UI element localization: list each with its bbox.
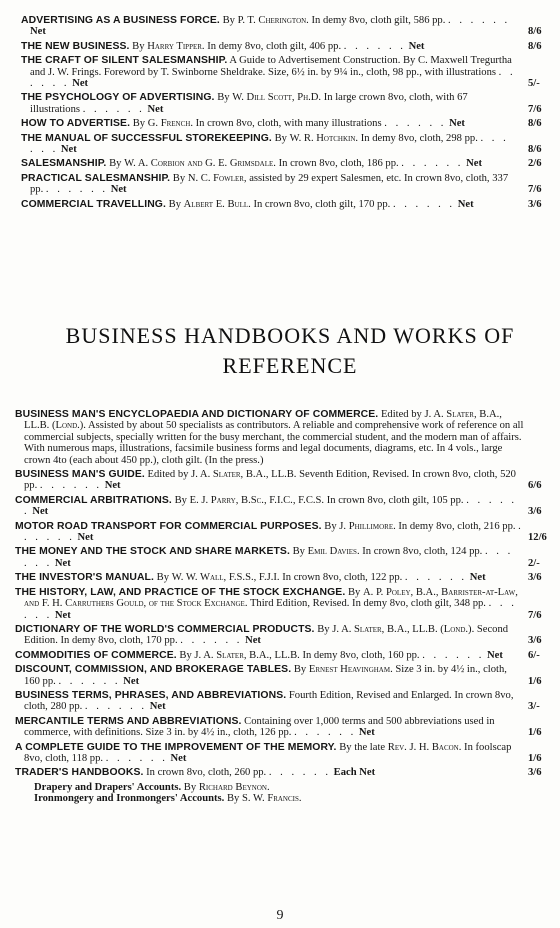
net-label: Net bbox=[457, 198, 474, 210]
by-label: By bbox=[324, 520, 337, 532]
leader-dots: . . . . . . bbox=[422, 649, 485, 661]
net-label: Net bbox=[30, 26, 46, 38]
book-author: J. Phillimore. bbox=[339, 520, 396, 532]
leader-dots: . . . . . . bbox=[82, 103, 145, 115]
by-label: By bbox=[132, 40, 145, 52]
book-title: BUSINESS MAN'S GUIDE. bbox=[15, 469, 145, 481]
leader-dots: . . . . . . bbox=[24, 546, 514, 569]
leader-dots: . . . . . . bbox=[45, 184, 109, 196]
book-price: 5/- bbox=[528, 78, 540, 90]
book-description: In crown 8vo, cloth gilt, 105 pp. bbox=[326, 494, 464, 506]
book-entry bbox=[0, 409, 560, 466]
net-label: Net bbox=[123, 675, 140, 687]
book-title: PRACTICAL SALESMANSHIP. bbox=[21, 172, 171, 184]
net-label: Net bbox=[110, 184, 127, 196]
book-description: In crown 8vo, cloth, 122 pp. bbox=[282, 572, 403, 584]
book-title: THE HISTORY, LAW, AND PRACTICE OF THE STOCK EXCHANGE. bbox=[15, 586, 346, 598]
book-author: Ernest Heavingham. bbox=[308, 664, 393, 676]
by-label: By bbox=[172, 172, 186, 184]
book-title: THE NEW BUSINESS. bbox=[21, 40, 130, 52]
book-title: THE CRAFT OF SILENT SALESMANSHIP. bbox=[21, 55, 228, 67]
book-author: A. P. Poley, B.A., Barrister-at-Law, and F. H. Carruthers Gould, of the Stock Exchange. bbox=[24, 586, 518, 610]
net-label: Net bbox=[54, 557, 71, 569]
leader-dots: . . . . . . bbox=[30, 132, 509, 156]
leader-dots: . . . . . . bbox=[180, 635, 243, 647]
net-label: Each Net bbox=[333, 767, 376, 779]
book-title: THE MONEY AND THE STOCK AND SHARE MARKETS. bbox=[15, 546, 290, 558]
net-label: Net bbox=[170, 752, 187, 764]
by-label: By bbox=[274, 132, 287, 144]
advertising-book-list bbox=[0, 15, 560, 213]
net-label: Net bbox=[60, 144, 77, 156]
book-entry bbox=[0, 521, 560, 544]
book-entry bbox=[0, 118, 560, 129]
book-author: Albert E. Bull. bbox=[183, 198, 251, 210]
page-number: 9 bbox=[276, 908, 284, 923]
by-label: By bbox=[174, 494, 187, 506]
sub-handbook-title: Ironmongery and Ironmongers' Accounts. bbox=[34, 793, 225, 805]
book-entry bbox=[0, 55, 560, 89]
book-entry bbox=[0, 546, 560, 569]
by-label: By bbox=[109, 158, 122, 170]
leader-dots: . . . . . . bbox=[24, 598, 517, 621]
book-author: J. A. Slater, B.A., LL.B. (Lond.). bbox=[332, 623, 475, 635]
book-description: Assisted by about 50 specialists as contributors. A reliable and comprehensive work of reference on all commercial subjects, specially written for the busy merchant, the commercial student, and the modern man of affairs. With numerous maps, illustrations, facsimile business forms and legal documents, diagrams, etc. In 4 vols., large crown 4to (each about 450 pp.), cloth gilt. (In the press.) bbox=[24, 420, 524, 466]
book-price: 2/- bbox=[528, 557, 540, 569]
sub-handbook-line bbox=[0, 793, 560, 804]
book-entry bbox=[0, 587, 560, 621]
book-description: Seventh Edition, Revised. In crown 8vo, cloth, 520 pp. bbox=[24, 469, 516, 492]
book-price: 1/6 bbox=[528, 727, 542, 739]
business-handbooks-list bbox=[0, 409, 560, 805]
leader-dots: . . . . . . bbox=[343, 40, 406, 52]
book-price: 7/6 bbox=[528, 609, 542, 621]
book-entry bbox=[0, 572, 560, 583]
leader-dots: . . . . . . bbox=[105, 752, 168, 764]
by-label: By bbox=[132, 118, 146, 130]
book-price: 3/- bbox=[528, 701, 540, 713]
by-label: By bbox=[156, 572, 170, 584]
book-description: In foolscap 8vo, cloth, 118 pp. bbox=[24, 741, 512, 764]
net-label: Net bbox=[149, 701, 166, 713]
by-label: By bbox=[217, 92, 230, 104]
net-label: Net bbox=[466, 158, 482, 170]
book-title: COMMERCIAL TRAVELLING. bbox=[21, 198, 166, 210]
book-author: Rev. J. H. Bacon. bbox=[387, 741, 462, 753]
by-label: By bbox=[317, 623, 330, 635]
net-label: Net bbox=[77, 532, 94, 544]
book-description: Size 3 in. by 4½ in., cloth, 160 pp. bbox=[24, 664, 507, 687]
leader-dots: . . . . . . bbox=[404, 572, 468, 584]
book-description: In crown 8vo, cloth gilt, 170 pp. bbox=[253, 198, 391, 210]
book-description: In demy 8vo, cloth, 298 pp. bbox=[360, 132, 478, 144]
book-price: 1/6 bbox=[528, 752, 542, 764]
book-price: 3/6 bbox=[528, 572, 542, 584]
by-label: By bbox=[226, 793, 240, 805]
book-entry bbox=[0, 469, 560, 492]
book-description: In demy 8vo, cloth, 216 pp. bbox=[398, 520, 516, 532]
book-title: HOW TO ADVERTISE. bbox=[21, 118, 131, 130]
book-description: assisted by 29 expert Salesmen, etc. In crown 8vo, cloth, 337 pp. bbox=[30, 172, 509, 196]
book-description: In crown 8vo, cloth, with many illustrations bbox=[195, 118, 382, 130]
book-price: 3/6 bbox=[528, 635, 542, 647]
net-label: Net bbox=[104, 480, 121, 492]
by-label: Edited by bbox=[380, 409, 422, 420]
by-label: By bbox=[222, 15, 235, 26]
by-label: Edited by bbox=[147, 469, 189, 481]
book-entry bbox=[0, 158, 560, 169]
book-title: TRADER'S HANDBOOKS. bbox=[15, 767, 144, 779]
book-author: Richard Beynon. bbox=[198, 781, 270, 793]
book-author: W. W. Wall, F.S.S., F.J.I. bbox=[171, 572, 280, 584]
leader-dots: . . . . . . bbox=[392, 198, 456, 210]
book-price: 8/6 bbox=[528, 118, 542, 130]
leader-dots: . . . . . . bbox=[58, 675, 121, 687]
book-title: THE PSYCHOLOGY OF ADVERTISING. bbox=[21, 92, 215, 104]
book-title: DISCOUNT, COMMISSION, AND BROKERAGE TABLES. bbox=[15, 664, 292, 676]
by-label: By bbox=[292, 546, 305, 558]
sub-handbook-title: Drapery and Drapers' Accounts. bbox=[34, 781, 182, 793]
book-title: COMMODITIES OF COMMERCE. bbox=[15, 649, 177, 661]
book-entry bbox=[0, 690, 560, 713]
by-label: By bbox=[293, 664, 307, 676]
leader-dots: . . . . . . bbox=[401, 158, 464, 170]
book-author: Emil Davies. bbox=[307, 546, 360, 558]
book-entry bbox=[0, 495, 560, 518]
book-entry bbox=[0, 767, 560, 778]
book-price: 6/6 bbox=[528, 480, 542, 492]
book-title: MERCANTILE TERMS AND ABBREVIATIONS. bbox=[15, 715, 242, 727]
leader-dots: . . . . . . bbox=[84, 701, 148, 713]
leader-dots: . . . . . . bbox=[384, 118, 447, 130]
book-price: 6/- bbox=[528, 649, 540, 661]
book-author: E. J. Parry, B.Sc., F.I.C., F.C.S. bbox=[189, 494, 325, 506]
book-author: J. A. Slater, B.A., LL.B. bbox=[194, 649, 300, 661]
book-author: G. French. bbox=[147, 118, 193, 130]
leader-dots: . . . . . . bbox=[30, 66, 516, 90]
book-entry bbox=[0, 650, 560, 661]
book-description: In demy 8vo, cloth gilt, 586 pp. bbox=[311, 15, 446, 26]
net-label: Net bbox=[147, 103, 164, 115]
book-price: 1/6 bbox=[528, 675, 542, 687]
book-price: 7/6 bbox=[528, 184, 542, 196]
net-label: Net bbox=[32, 506, 49, 518]
net-label: Net bbox=[72, 78, 89, 90]
book-author: W. Dill Scott, Ph.D. bbox=[232, 92, 322, 104]
book-title: COMMERCIAL ARBITRATIONS. bbox=[15, 494, 172, 506]
book-price: 3/6 bbox=[528, 198, 542, 210]
book-title: DICTIONARY OF THE WORLD'S COMMERCIAL PRODUCTS. bbox=[15, 623, 315, 635]
book-description: In large crown 8vo, cloth, with 67 illustrations bbox=[30, 92, 468, 115]
book-author: Harry Tipper. bbox=[147, 40, 205, 52]
book-entry bbox=[0, 15, 560, 38]
net-label: Net bbox=[54, 609, 71, 621]
by-label: By bbox=[168, 198, 181, 210]
book-entry bbox=[0, 173, 560, 196]
leader-dots: . . . . . . bbox=[39, 480, 103, 492]
section-heading: BUSINESS HANDBOOKS AND WORKS OF REFERENCE bbox=[65, 323, 515, 378]
book-description: In crown 8vo, cloth, 124 pp. bbox=[362, 546, 483, 558]
book-entry bbox=[0, 92, 560, 115]
book-entry bbox=[0, 624, 560, 647]
book-title: BUSINESS TERMS, PHRASES, AND ABBREVIATIONS. bbox=[15, 689, 287, 701]
leader-dots: . . . . . . bbox=[448, 15, 511, 26]
book-title: ADVERTISING AS A BUSINESS FORCE. bbox=[21, 15, 220, 26]
book-title: BUSINESS MAN'S ENCYCLOPAEDIA AND DICTIONARY OF COMMERCE. bbox=[15, 409, 379, 420]
net-label: Net bbox=[358, 727, 375, 739]
net-label: Net bbox=[245, 635, 261, 647]
sub-handbook-line bbox=[0, 782, 560, 793]
net-label: Net bbox=[408, 40, 425, 52]
book-description: A Guide to Advertisement Construction. By C. Maxwell Tregurtha and J. W. Frings. Foreword by T. Swinborne Sheldrake. Size, 6½ in. by 9¼ in., cloth, 98 pp., with illustrations bbox=[30, 55, 512, 78]
book-author: N. C. Fowler, bbox=[187, 172, 247, 184]
book-price: 3/6 bbox=[528, 767, 542, 779]
book-title: MOTOR ROAD TRANSPORT FOR COMMERCIAL PURPOSES. bbox=[15, 520, 322, 532]
book-price: 8/6 bbox=[528, 26, 542, 38]
leader-dots: . . . . . . bbox=[24, 494, 518, 518]
book-description: Second Edition. In demy 8vo, cloth, 170 pp. bbox=[24, 623, 509, 647]
book-entry bbox=[0, 41, 560, 52]
book-description: In demy 8vo, cloth, 160 pp. bbox=[302, 649, 420, 661]
by-label: By bbox=[183, 781, 197, 793]
book-price: 7/6 bbox=[528, 103, 542, 115]
book-entry bbox=[0, 133, 560, 156]
book-price: 8/6 bbox=[528, 40, 542, 52]
book-price: 8/6 bbox=[528, 144, 542, 156]
book-author: S. W. Francis. bbox=[242, 793, 302, 805]
book-author: J. A. Slater, B.A., LL.B. (Lond.). bbox=[24, 409, 502, 432]
book-description: Fourth Edition, Revised and Enlarged. In crown 8vo, cloth, 280 pp. bbox=[24, 689, 514, 713]
leader-dots: . . . . . . bbox=[24, 520, 524, 544]
book-entry bbox=[0, 199, 560, 210]
book-author: W. A. Corbion and G. E. Grimsdale. bbox=[124, 158, 276, 170]
book-author: W. R. Hotchkin. bbox=[289, 132, 359, 144]
book-entry bbox=[0, 716, 560, 739]
by-label: By bbox=[347, 586, 361, 598]
book-description: In crown 8vo, cloth, 186 pp. bbox=[278, 158, 399, 170]
book-price: 12/6 bbox=[528, 532, 547, 544]
book-title: THE INVESTOR'S MANUAL. bbox=[15, 572, 154, 584]
book-description: In crown 8vo, cloth, 260 pp. bbox=[146, 767, 267, 779]
net-label: Net bbox=[469, 572, 486, 584]
book-author: J. A. Slater, B.A., LL.B. bbox=[191, 469, 297, 481]
book-entry bbox=[0, 664, 560, 687]
net-label: Net bbox=[487, 649, 503, 661]
book-description: Containing over 1,000 terms and 500 abbreviations used in commerce, with definitions. Size 3 in. by 4½ in., cloth, 126 pp. bbox=[24, 715, 495, 739]
by-label: By bbox=[179, 649, 192, 661]
book-description: Third Edition, Revised. In demy 8vo, cloth gilt, 348 pp. bbox=[249, 598, 486, 610]
book-title: SALESMANSHIP. bbox=[21, 158, 107, 170]
book-description: In demy 8vo, cloth gilt, 406 pp. bbox=[207, 40, 342, 52]
leader-dots: . . . . . . bbox=[294, 727, 357, 739]
book-entry bbox=[0, 742, 560, 765]
book-price: 3/6 bbox=[528, 506, 542, 518]
book-title: A COMPLETE GUIDE TO THE IMPROVEMENT OF THE MEMORY. bbox=[15, 741, 337, 753]
leader-dots: . . . . . . bbox=[268, 767, 331, 779]
book-price: 2/6 bbox=[528, 158, 542, 170]
book-author: P. T. Cherington. bbox=[237, 15, 309, 26]
book-title: THE MANUAL OF SUCCESSFUL STOREKEEPING. bbox=[21, 132, 272, 144]
net-label: Net bbox=[449, 118, 465, 130]
by-label: By the late bbox=[339, 741, 386, 753]
